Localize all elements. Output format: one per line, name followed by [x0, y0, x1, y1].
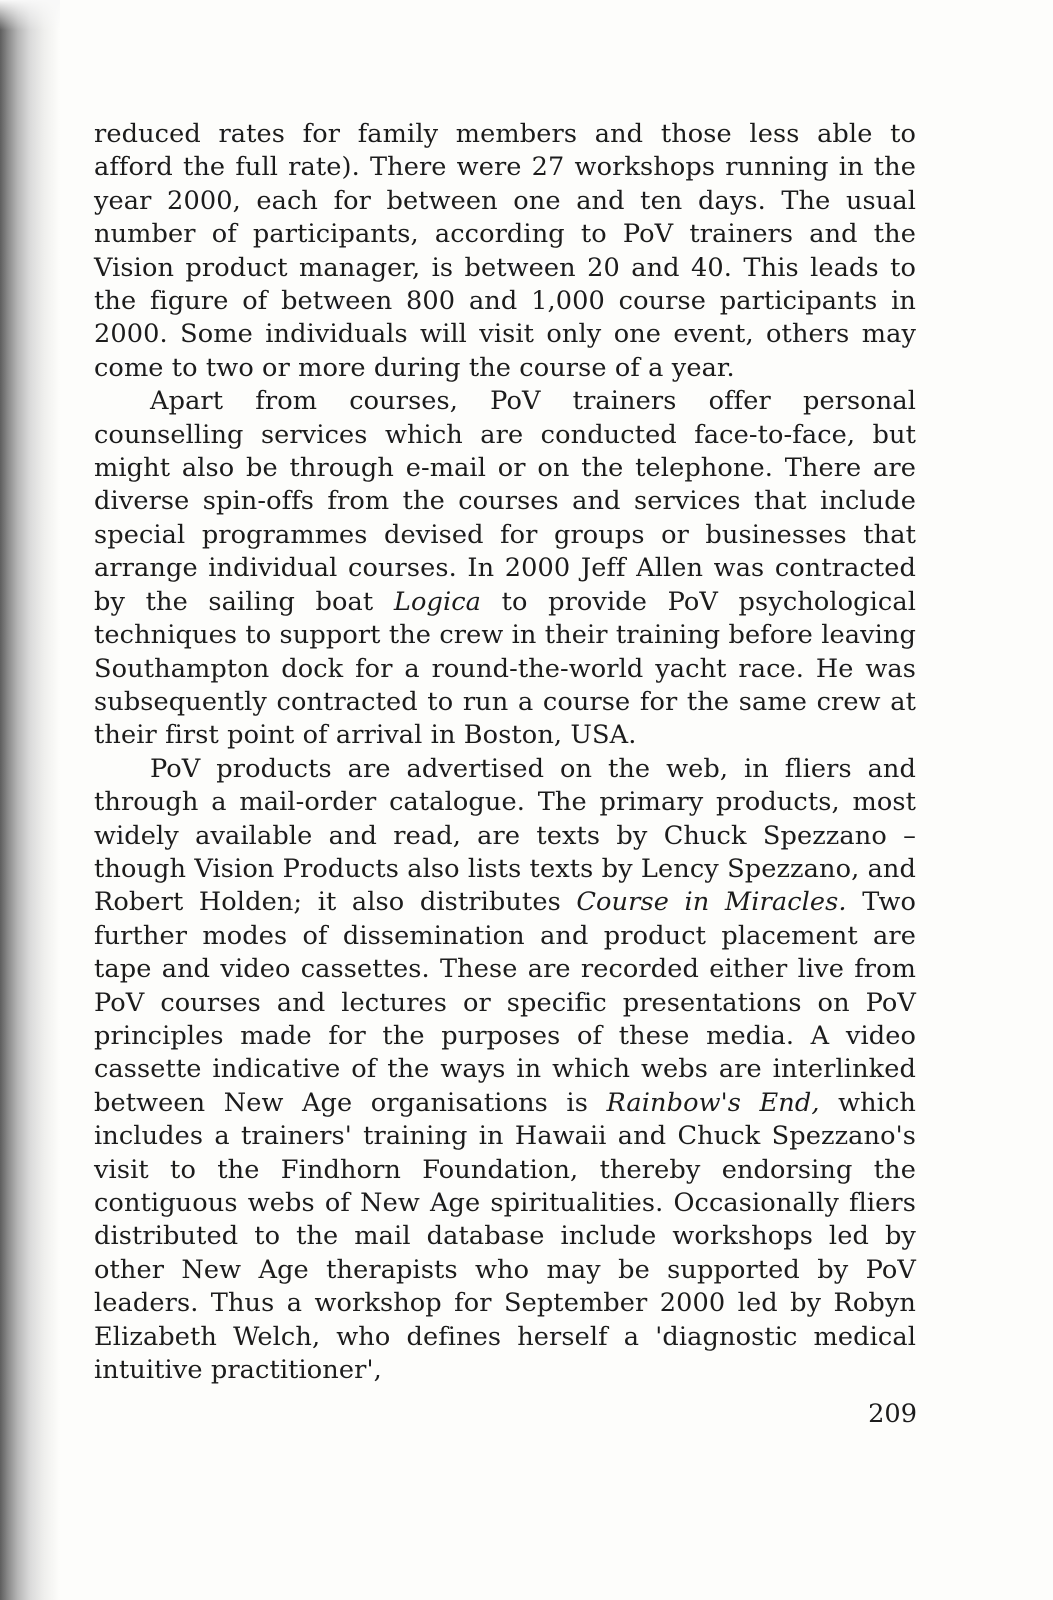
body-text	[94, 118, 916, 1387]
page-number: 209	[868, 1399, 917, 1429]
paragraph-2	[94, 385, 916, 752]
text-run: which includes a trainers' training in Hawaii and Chuck Spezzano's visit to the Findhorn Foundation, thereby endorsing the contiguous webs of New Age spiritualities. Occasionally fliers distributed to the mail database include workshops led by other New Age therapists who may be supported by PoV leaders. Thus a workshop for September 2000 led by Robyn Elizabeth Welch, who defines herself a 'diagnostic medical intuitive practitioner',	[94, 1087, 916, 1386]
page-gutter-shadow	[0, 0, 60, 1600]
italic-title: Course in Miracles.	[576, 887, 847, 918]
text-run: to provide PoV psychological techniques to support the crew in their training before leaving Southampton dock for a round-the-world yacht race. He was subsequently contracted to run a course for the same crew at their first point of arrival in Boston, USA.	[94, 586, 916, 751]
text-run: PoV products are advertised on the web, in fliers and through a mail-order catalogue. The primary products, most widely available and read, are texts by Chuck Spezzano – though Vision Products also lists texts by Lency Spezzano, and Robert Holden; it also distributes	[94, 753, 916, 918]
text-run: Two further modes of dissemination and product placement are tape and video cassettes. These are recorded either live from PoV courses and lectures or specific presentations on PoV principles made for the purposes of these media. A video cassette indicative of the ways in which webs are interlinked between New Age organisations is	[94, 887, 916, 1118]
paragraph-1	[94, 118, 916, 385]
italic-title: Rainbow's End,	[606, 1087, 820, 1118]
text-run: Apart from courses, PoV trainers offer personal counselling services which are conducted face-to-face, but might also be through e-mail or on the telephone. There are diverse spin-offs from the courses and services that include special programmes devised for groups or businesses that arrange individual courses. In 2000 Jeff Allen was contracted by the sailing boat	[94, 386, 916, 617]
page-gutter-highlight	[0, 0, 60, 30]
italic-title: Logica	[393, 586, 482, 617]
text-run: reduced rates for family members and those less able to afford the full rate). There were 27 workshops running in the year 2000, each for between one and ten days. The usual number of participants, according to PoV trainers and the Vision product manager, is between 20 and 40. This leads to the figure of between 800 and 1,000 course participants in 2000. Some individuals will visit only one event, others may come to two or more during the course of a year.	[94, 119, 916, 383]
paragraph-3	[94, 753, 916, 1388]
